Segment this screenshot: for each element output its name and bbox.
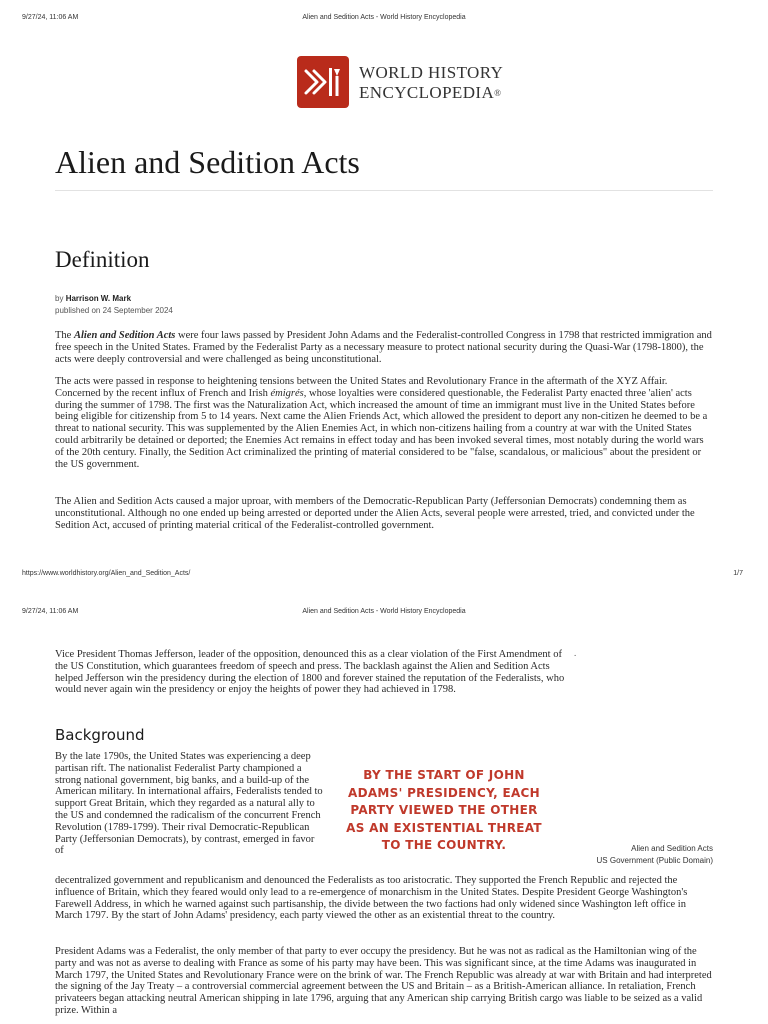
print-page-number: 1/7 bbox=[733, 570, 743, 577]
title-divider bbox=[55, 190, 713, 191]
print-datetime: 9/27/24, 11:06 AM bbox=[22, 608, 79, 615]
paragraph-background-continued: decentralized government and republicanism and denounced the Federalists as too aristocratic. They supported the French Republic and rejected the influence of Britain, which they feared would only lead to a re-emergence of monarchism in the United States. Despite President George Washington's Farewell Address, in which he warned against such partisanship, the divide between the two factions had only widened since Washington left office in March 1797. By the start of John Adams' presidency, each party viewed the other as an existential threat to the country. bbox=[55, 875, 688, 922]
para-text: The acts were passed in response to heightening tensions between the United States and Revolutionary France in the aftermath of the XYZ Affair. Concerned by the recent influx of French and Irish bbox=[55, 376, 668, 399]
page1-print-footer bbox=[0, 570, 768, 584]
paragraph-adams: President Adams was a Federalist, the only member of that party to ever occupy the presidency. But he was not as radical as the Hamiltonian wing of the party and was not as averse to dealing with France as some of his party may have been. This was significant since, at the time Adams was inaugurated in March 1797, the United States and Revolutionary France were on the brink of war. The French Republic was already at war with Britain and had interpreted the signing of the Jay Treaty – a controversial commercial agreement between the US and Britain – as a British-American alliance. In retaliation, French privateers began attacking neutral American shipping in late 1796, arguing that any American ship carrying British cargo was liable to be seized as a valid prize. Within a bbox=[55, 946, 712, 1016]
stray-dot: . bbox=[574, 648, 577, 658]
byline bbox=[55, 293, 173, 317]
para-text: , whose loyalties were considered questionable, the Federalist Party enacted three 'alien' acts during the summer of 1798. The first was the Naturalization Act, which increased the amount of time an immigrant must live in the United States before being eligible for citizenship from 5 to 14 years. Next came the Alien Friends Act, which allowed the president to deport any non-citizen he deemed to be a threat to national security. This was supplemented by the Alien Enemies Act, in which non-citizens hailing from a country at war with the United States could arbitrarily be detained or deported; the Enemies Act remains in effect today and has been invoked several times, most notably during the world wars of the 20th century. Finally, the Sedition Act criminalized the printing of material considered to be "false, scandalous, or malicious" about the president or the US government. bbox=[55, 387, 708, 470]
logo-line-1: WORLD HISTORY bbox=[359, 63, 504, 82]
author-link[interactable]: Harrison W. Mark bbox=[65, 294, 132, 303]
caption-credit: US Government (Public Domain) bbox=[596, 856, 713, 865]
logo-line-2: ENCYCLOPEDIA bbox=[359, 83, 495, 102]
section-heading-background: Background bbox=[55, 726, 145, 744]
page2-print-header bbox=[0, 608, 768, 622]
image-caption bbox=[560, 843, 713, 867]
logo-registered-mark: ® bbox=[494, 88, 502, 98]
paragraph-intro bbox=[55, 330, 713, 365]
logo-mark-icon bbox=[297, 56, 349, 108]
paragraph-background-acts bbox=[55, 376, 713, 470]
paragraph-uproar: The Alien and Sedition Acts caused a major uproar, with members of the Democratic-Republican Party (Jeffersonian Democrats) condemning them as unconstitutional. Although no one ended up being arrested or deported under the Alien Acts, several people were arrested, tried, and convicted under the Sedition Act, accused of printing material critical of the Federalist-controlled government. bbox=[55, 496, 695, 531]
print-url: https://www.worldhistory.org/Alien_and_Sedition_Acts/ bbox=[22, 570, 191, 577]
print-doc-title: Alien and Sedition Acts - World History Encyclopedia bbox=[302, 608, 466, 615]
publish-date: published on 24 September 2024 bbox=[55, 306, 173, 315]
page1-print-header bbox=[0, 14, 768, 28]
para-text: were four laws passed by President John Adams and the Federalist-controlled Congress in 1798 that restricted immigration and free speech in the United States. Framed by the Federalist Party as a necessary measure to protect national security during the Quasi-War (1798-1800), the acts were deeply controversial and were challenged as being unconstitutional. bbox=[55, 330, 712, 365]
page-title: Alien and Sedition Acts bbox=[55, 144, 360, 180]
paragraph-jefferson: Vice President Thomas Jefferson, leader of the opposition, denounced this as a clear violation of the First Amendment of the US Constitution, which guarantees freedom of speech and press. The backlash against the Alien and Sedition Acts helped Jefferson win the presidency during the election of 1800 and forever stained the reputation of the Federalists, who would never again win the presidency or enjoy the heights of power they had achieved in 1798. bbox=[55, 649, 565, 696]
section-heading-definition: Definition bbox=[55, 247, 150, 272]
paragraph-background-column: By the late 1790s, the United States was experiencing a deep partisan rift. The nationalist Federalist Party championed a strong national government, big banks, and a build-up of the American military. In international affairs, Federalists tended to support Great Britain, which they regarded as a natural ally to the US and condemned the radicalism of the concurrent French Revolution (1789-1799). Their rival Democratic-Republican Party (Jeffersonian Democrats), by contrast, emerged in favor of bbox=[55, 751, 323, 857]
term-alien-sedition-acts: Alien and Sedition Acts bbox=[73, 330, 176, 341]
print-datetime: 9/27/24, 11:06 AM bbox=[22, 14, 79, 21]
byline-by: by bbox=[55, 294, 64, 303]
print-doc-title: Alien and Sedition Acts - World History Encyclopedia bbox=[302, 14, 466, 21]
term-emigres: émigrés bbox=[270, 387, 304, 399]
pull-quote: BY THE START OF JOHN ADAMS' PRESIDENCY, EACH PARTY VIEWED THE OTHER AS AN EXISTENTIAL THREAT TO THE COUNTRY. bbox=[346, 768, 542, 852]
logo-wordmark bbox=[359, 63, 559, 103]
caption-title[interactable]: Alien and Sedition Acts bbox=[631, 844, 713, 853]
para-text: The bbox=[55, 330, 72, 341]
